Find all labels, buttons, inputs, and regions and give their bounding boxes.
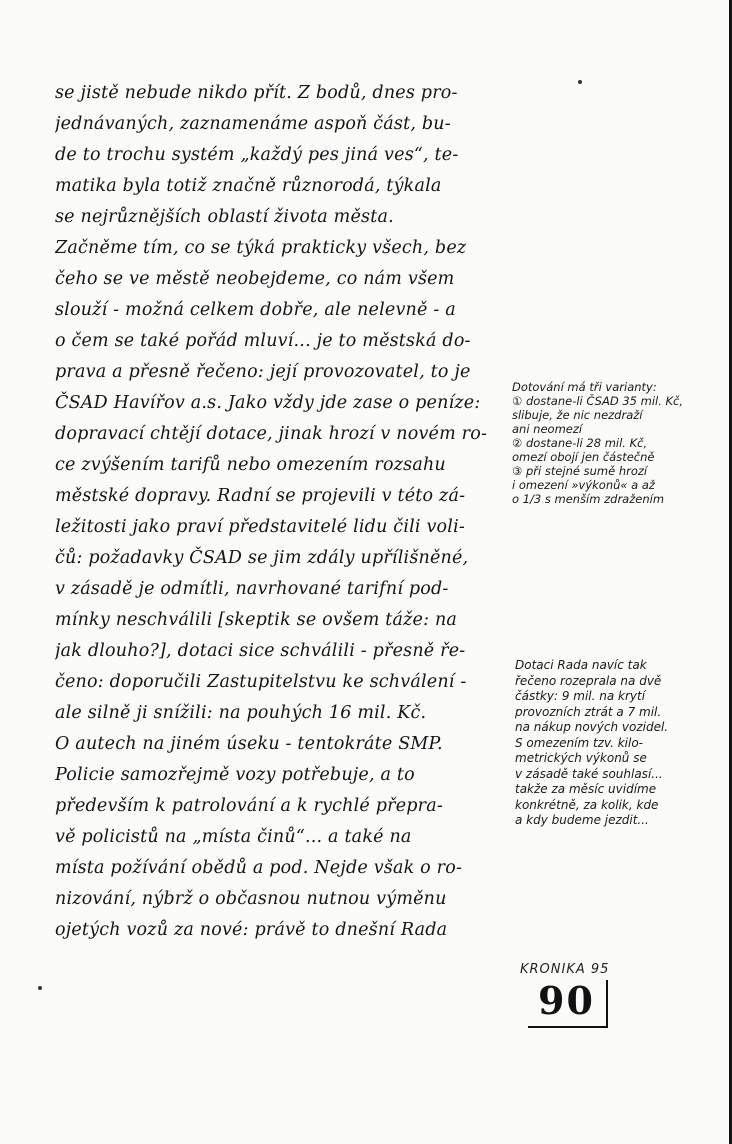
ink-dot (38, 986, 42, 990)
note-line: Dotaci Rada navíc tak (515, 658, 647, 672)
note-line: na nákup nových vozidel. (515, 720, 669, 734)
text-line: místa požívání obědů a pod. Nejde však o ro- (55, 858, 463, 878)
chronicle-label: KRONIKA 95 (520, 962, 610, 977)
text-line: čů: požadavky ČSAD se jim zdály upřílišněné, (55, 548, 469, 568)
note-line: ② dostane-li 28 mil. Kč, (512, 436, 648, 450)
text-line: se jistě nebude nikdo přít. Z bodů, dnes pro- (55, 83, 458, 103)
note-line: slibuje, že nic nezdraží (512, 408, 643, 422)
note-line: i omezení »výkonů« a až (512, 478, 655, 492)
note-line: částky: 9 mil. na krytí (515, 689, 646, 703)
text-line: jak dlouho?], dotaci sice schválili - přesně ře- (55, 641, 466, 661)
note-line: řečeno rozeprala na dvě (515, 673, 662, 688)
text-line: ojetých vozů za nové: právě to dnešní Rada (55, 920, 448, 940)
note-line: takže za měsíc uvidíme (515, 782, 657, 796)
note-line: o 1/3 s menším zdražením (512, 492, 665, 506)
text-line: Policie samozřejmě vozy potřebuje, a to (55, 765, 415, 785)
text-line: ČSAD Havířov a.s. Jako vždy jde zase o peníze: (55, 393, 481, 413)
text-line: mínky neschválili [skeptik se ovšem táže: na (55, 610, 458, 630)
text-line: dopravací chtějí dotace, jinak hrozí v novém ro- (55, 424, 488, 444)
note-line: Dotování má tři varianty: (512, 380, 657, 394)
note-line: ③ při stejné sumě hrozí (512, 464, 648, 478)
page-number: 90 (538, 978, 595, 1023)
note-line: v zásadě také souhlasí... (515, 766, 663, 781)
text-line: vě policistů na „místa činů“... a také na (55, 827, 412, 847)
ink-dot (578, 80, 582, 84)
text-line: slouží - možná celkem dobře, ale nelevně - a (55, 300, 456, 320)
text-line: O autech na jiném úseku - tentokráte SMP. (55, 734, 443, 754)
note-line: S omezením tzv. kilo- (515, 735, 644, 750)
text-line: ce zvýšením tarifů nebo omezením rozsahu (55, 455, 446, 475)
text-line: prava a přesně řečeno: její provozovatel, to je (55, 362, 471, 382)
note-line: konkrétně, za kolik, kde (515, 797, 659, 812)
note-line: omezí obojí jen částečně (512, 450, 655, 464)
note-line: metrických výkonů se (515, 751, 647, 765)
text-line: de to trochu systém „každý pes jiná ves“, te- (55, 145, 459, 165)
margin-note-dotace (512, 380, 712, 506)
text-line: městské dopravy. Radní se projevili v této zá- (55, 486, 466, 506)
text-line: ale silně ji snížili: na pouhých 16 mil. Kč. (55, 703, 427, 723)
text-line: ležitosti jako praví představitelé lidu čili voli- (55, 517, 465, 537)
text-line: především k patrolování a k rychlé přepra- (55, 796, 443, 816)
text-line: čeho se ve městě neobejdeme, co nám všem (55, 269, 455, 289)
note-line: ① dostane-li ČSAD 35 mil. Kč, (512, 394, 684, 408)
text-line: nizování, nýbrž o občasnou nutnou výměnu (55, 889, 447, 909)
text-line: matika byla totiž značně různorodá, týkala (55, 176, 442, 196)
note-line: provozních ztrát a 7 mil. (515, 704, 662, 719)
text-line: Začněme tím, co se týká prakticky všech, bez (55, 238, 467, 258)
text-line: čeno: doporučili Zastupitelstvu ke schválení - (55, 672, 467, 692)
margin-note-rada (515, 658, 713, 829)
text-line: se nejrůznějších oblastí života města. (55, 207, 394, 227)
main-text-column (55, 78, 505, 946)
text-line: jednávaných, zaznamenáme aspoň část, bu- (55, 114, 451, 134)
note-line: a kdy budeme jezdit... (515, 813, 649, 827)
text-line: v zásadě je odmítli, navrhované tarifní pod- (55, 579, 449, 599)
note-line: ani neomezí (512, 422, 583, 436)
text-line: o čem se také pořád mluví... je to městská do- (55, 331, 471, 351)
